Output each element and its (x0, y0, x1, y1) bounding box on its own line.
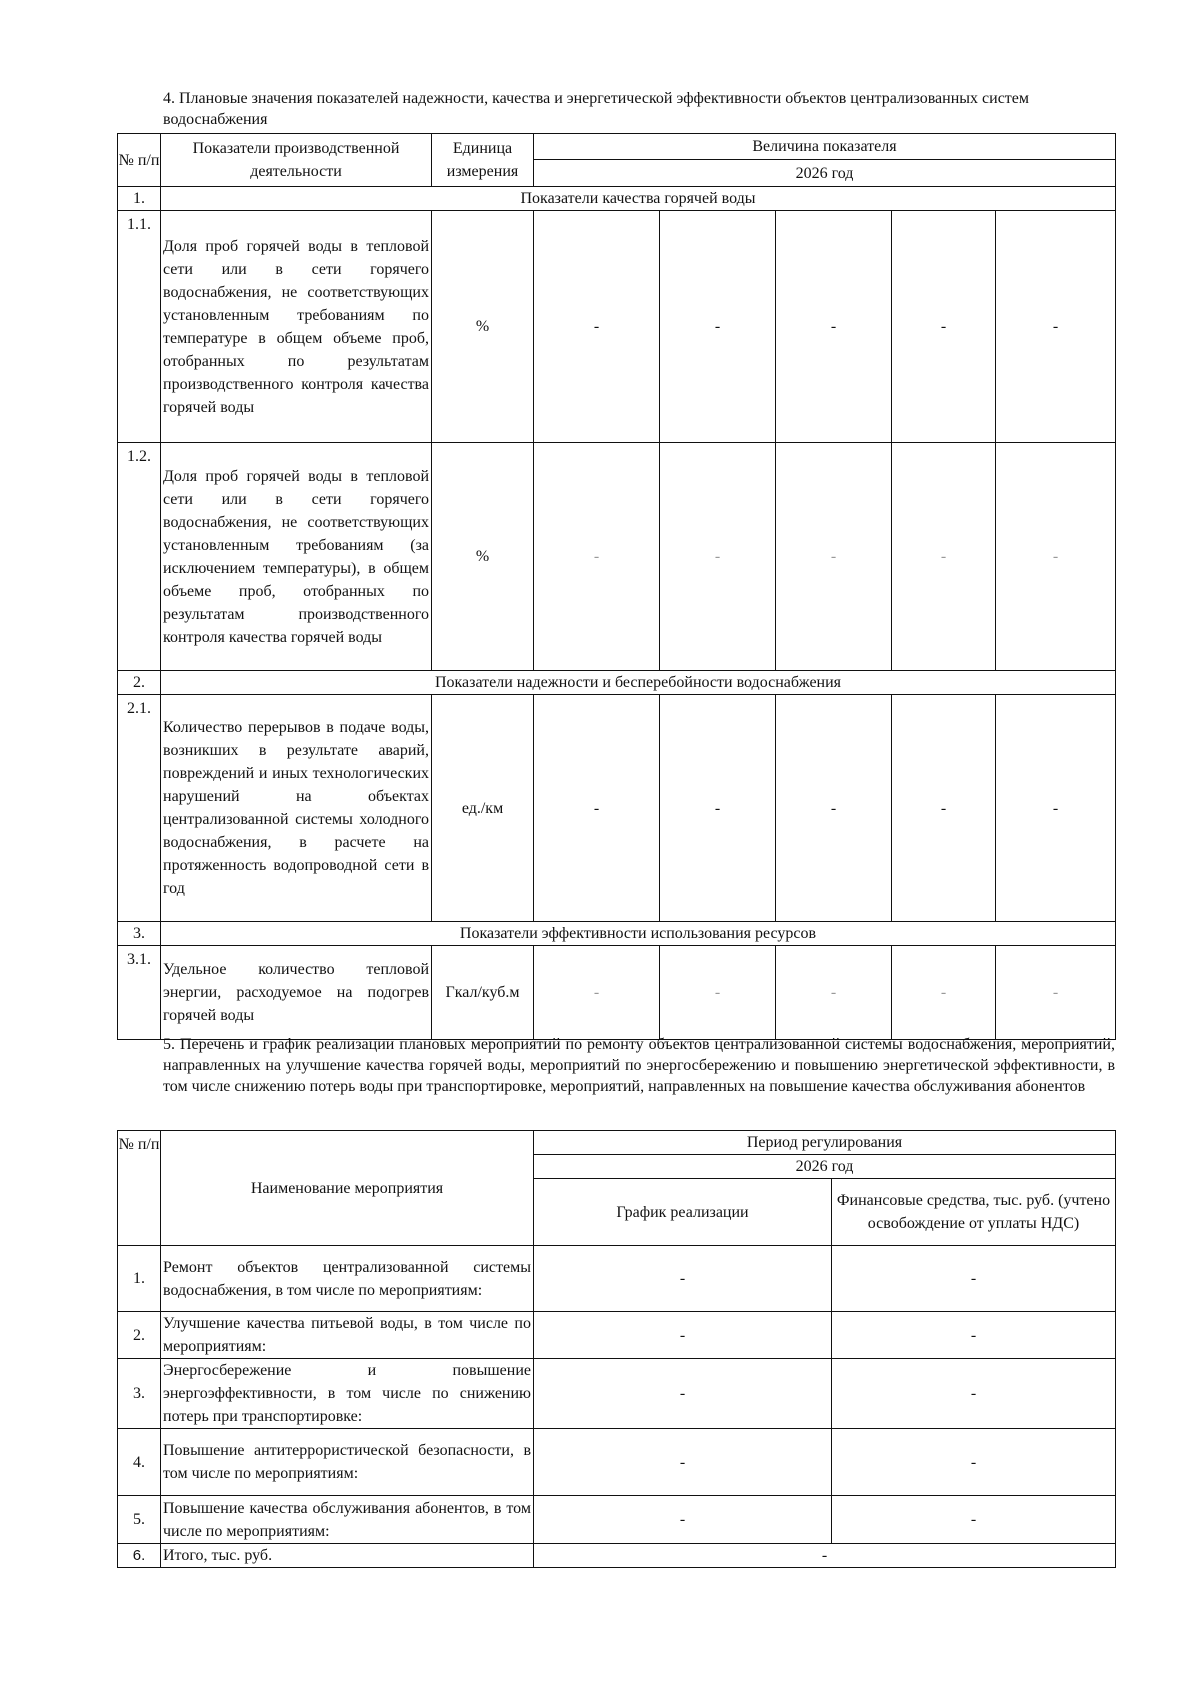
measure-name: Повышение антитеррористической безопасности, в том числе по мероприятиям: (161, 1429, 534, 1496)
measure-name: Ремонт объектов централизованной системы водоснабжения, в том числе по мероприятиям: (161, 1246, 534, 1312)
row-value: - (996, 946, 1116, 1040)
group-num: 3. (118, 922, 161, 946)
row-value: - (776, 443, 892, 671)
row-value: - (660, 443, 776, 671)
header-name: Наименование мероприятия (161, 1131, 534, 1246)
row-unit: % (432, 443, 534, 671)
row-value: - (892, 211, 996, 443)
header-value: Величина показателя (534, 134, 1116, 160)
measure-finance: - (832, 1496, 1116, 1544)
header-num: № п/п (118, 1131, 161, 1246)
total-label: Итого, тыс. руб. (161, 1544, 534, 1568)
group-title: Показатели эффективности использования ресурсов (161, 922, 1116, 946)
measure-num: 5. (118, 1496, 161, 1544)
header-year: 2026 год (534, 1155, 1116, 1179)
header-period: Период регулирования (534, 1131, 1116, 1155)
row-indicator: Количество перерывов в подаче воды, возникших в результате аварий, повреждений и иных технологических нарушений на объектах централизованной системы холодного водоснабжения, в расчете на протяженность водопроводной сети в год (161, 695, 432, 922)
measure-num: 4. (118, 1429, 161, 1496)
group-num: 2. (118, 671, 161, 695)
measure-name: Энергосбережение и повышение энергоэффективности, в том числе по снижению потерь при транспортировке: (161, 1359, 534, 1429)
row-unit: % (432, 211, 534, 443)
row-value: - (892, 946, 996, 1040)
header-unit: Единица измерения (432, 134, 534, 187)
header-finance: Финансовые средства, тыс. руб. (учтено освобождение от уплаты НДС) (832, 1179, 1116, 1246)
group-num: 1. (118, 187, 161, 211)
row-value: - (996, 443, 1116, 671)
row-value: - (660, 946, 776, 1040)
row-num: 1.1. (118, 211, 161, 443)
measure-finance: - (832, 1359, 1116, 1429)
row-num: 1.2. (118, 443, 161, 671)
row-value: - (660, 211, 776, 443)
header-schedule: График реализации (534, 1179, 832, 1246)
measure-num: 3. (118, 1359, 161, 1429)
measure-num: 1. (118, 1246, 161, 1312)
row-value: - (776, 211, 892, 443)
row-num: 2.1. (118, 695, 161, 922)
indicators-table (117, 133, 1116, 1040)
row-value: - (996, 695, 1116, 922)
row-indicator: Доля проб горячей воды в тепловой сети или в сети горячего водоснабжения, не соответствующих установленным требованиям по температуре в общем объеме проб, отобранных по результатам производственного контроля качества горячей воды (161, 211, 432, 443)
row-value: - (776, 695, 892, 922)
measure-schedule: - (534, 1429, 832, 1496)
total-value: - (534, 1544, 1116, 1568)
measure-finance: - (832, 1246, 1116, 1312)
group-title: Показатели надежности и бесперебойности водоснабжения (161, 671, 1116, 695)
measure-name: Повышение качества обслуживания абонентов, в том числе по мероприятиям: (161, 1496, 534, 1544)
row-value: - (892, 695, 996, 922)
row-value: - (660, 695, 776, 922)
measure-finance: - (832, 1312, 1116, 1359)
measure-schedule: - (534, 1312, 832, 1359)
header-indicator: Показатели производственной деятельности (161, 134, 432, 187)
row-value: - (996, 211, 1116, 443)
row-value: - (534, 211, 660, 443)
row-unit: ед./км (432, 695, 534, 922)
measure-schedule: - (534, 1496, 832, 1544)
row-unit: Гкал/куб.м (432, 946, 534, 1040)
measure-schedule: - (534, 1246, 832, 1312)
measure-schedule: - (534, 1359, 832, 1429)
section-5-heading: 5. Перечень и график реализации плановых мероприятий по ремонту объектов централизованной системы водоснабжения, мероприятий, направленных на улучшение качества горячей воды, мероприятий по энергосбережению и повышению энергетической эффективности, в том числе снижению потерь воды при транспортировке, мероприятий, направленных на повышение качества обслуживания абонентов (163, 1036, 1115, 1095)
total-num: 6. (118, 1544, 161, 1568)
header-year: 2026 год (534, 160, 1116, 187)
measure-finance: - (832, 1429, 1116, 1496)
row-value: - (534, 695, 660, 922)
measure-name: Улучшение качества питьевой воды, в том числе по мероприятиям: (161, 1312, 534, 1359)
measure-num: 2. (118, 1312, 161, 1359)
row-value: - (534, 443, 660, 671)
group-title: Показатели качества горячей воды (161, 187, 1116, 211)
row-num: 3.1. (118, 946, 161, 1040)
section-4-heading: 4. Плановые значения показателей надежности, качества и энергетической эффективности объектов централизованных систем водоснабжения (163, 90, 1030, 128)
row-value: - (776, 946, 892, 1040)
measures-table (117, 1130, 1116, 1568)
row-indicator: Доля проб горячей воды в тепловой сети или в сети горячего водоснабжения, не соответствующих установленным требованиям (за исключением температуры), в общем объеме проб, отобранных по результатам производственного контроля качества горячей воды (161, 443, 432, 671)
row-value: - (892, 443, 996, 671)
row-indicator: Удельное количество тепловой энергии, расходуемое на подогрев горячей воды (161, 946, 432, 1040)
header-num: № п/п (118, 134, 161, 187)
row-value: - (534, 946, 660, 1040)
